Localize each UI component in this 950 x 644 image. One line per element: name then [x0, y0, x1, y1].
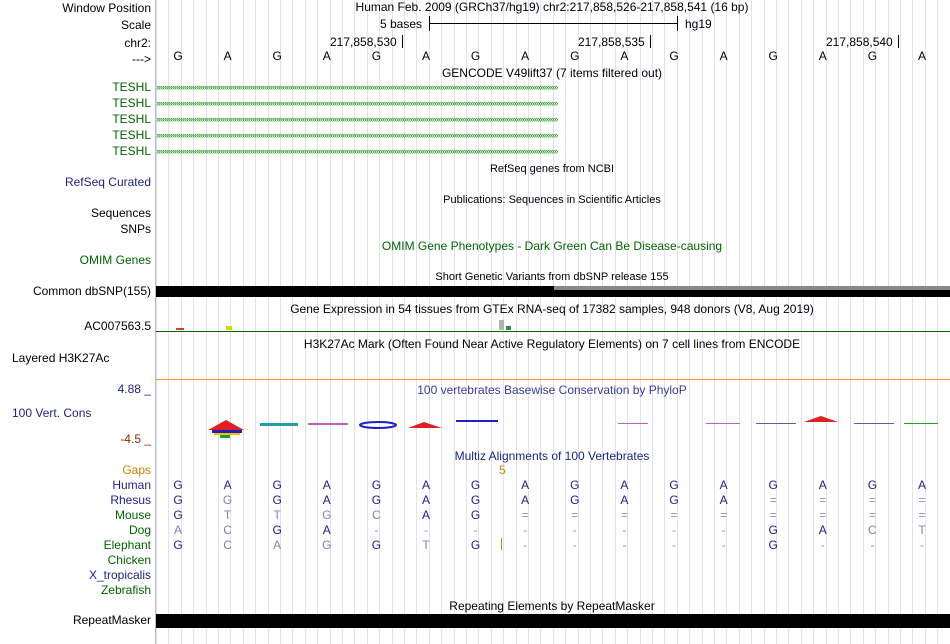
- gap-marker: [501, 538, 502, 550]
- refseq-track-label[interactable]: RefSeq Curated: [64, 175, 151, 189]
- assembly-position-title: Human Feb. 2009 (GRCh37/hg19) chr2:217,858,526-217,858,541 (16 bp): [355, 0, 749, 14]
- phylop-track-title: 100 vertebrates Basewise Conservation by PhyloP: [417, 383, 687, 397]
- phylop-logo-bar: [854, 423, 894, 424]
- alignment-base: A: [719, 493, 728, 507]
- omim-track-title: OMIM Gene Phenotypes - Dark Green Can Be Disease-causing: [381, 239, 723, 253]
- repeatmasker-track-label[interactable]: RepeatMasker: [72, 613, 151, 627]
- alignment-base: -: [473, 523, 478, 537]
- h3k27ac-track-label[interactable]: Layered H3K27Ac: [12, 351, 110, 365]
- sequence-base: G: [272, 49, 282, 63]
- dbsnp-track-label[interactable]: Common dbSNP(155): [32, 284, 151, 298]
- alignment-base: A: [620, 478, 629, 492]
- alignment-base: G: [222, 493, 233, 507]
- h3k27ac-track-title: H3K27Ac Mark (Often Found Near Active Regulatory Elements) on 7 cell lines from ENCODE: [303, 337, 801, 351]
- alignment-base: =: [769, 493, 777, 507]
- species-label-x-tropicalis[interactable]: X_tropicalis: [88, 568, 151, 582]
- window-position-label: Window Position: [62, 1, 151, 15]
- alignment-base: G: [669, 493, 679, 507]
- sequence-base: G: [669, 49, 679, 63]
- alignment-base: G: [272, 478, 282, 492]
- omim-track-label[interactable]: OMIM Genes: [79, 253, 151, 267]
- alignment-base: =: [918, 493, 926, 507]
- alignment-base: =: [521, 508, 529, 522]
- alignment-base: G: [173, 538, 183, 552]
- gtex-track-title: Gene Expression in 54 tissues from GTEx RNA-seq of 17382 samples, 948 donors (V8, Aug 2019): [290, 302, 814, 316]
- alignment-base: -: [870, 538, 875, 552]
- browser-image[interactable]: [156, 0, 950, 644]
- alignment-base: =: [571, 508, 579, 522]
- sequence-base: A: [719, 49, 728, 63]
- phylop-track-label[interactable]: 100 Vert. Cons: [12, 406, 92, 420]
- gencode-track-title: GENCODE V49lift37 (7 items filtered out): [441, 66, 663, 80]
- alignment-base: G: [371, 493, 382, 507]
- alignment-base: =: [918, 508, 926, 522]
- alignment-base: C: [223, 523, 232, 537]
- gencode-transcript[interactable]: ›››››››››››››››››››››››››››››››››››››››››››››››››››››››››››››››››››››››››››››››››››››››››››››››››››››››››››››››››››››››››››››››››››››››››››››››››››››››››››››››››››››››››››››››››››››››››››››››››››››››››: [156, 130, 558, 140]
- multiz-track-title: Multiz Alignments of 100 Vertebrates: [454, 449, 650, 463]
- species-label-dog[interactable]: Dog: [128, 523, 151, 537]
- alignment-base: A: [322, 478, 331, 492]
- alignment-base: G: [768, 538, 778, 552]
- sequence-base: G: [173, 49, 183, 63]
- coord-label: 217,858,535: [578, 35, 645, 49]
- alignment-base: A: [173, 523, 182, 537]
- phylop-logo-bar: [706, 423, 740, 424]
- repeatmasker-bar[interactable]: [156, 614, 950, 628]
- alignment-base: G: [867, 478, 878, 492]
- sequence-base: G: [768, 49, 778, 63]
- alignment-base: G: [173, 508, 183, 522]
- scale-label: Scale: [120, 18, 151, 32]
- alignment-base: =: [868, 508, 876, 522]
- alignment-base: G: [470, 508, 481, 522]
- alignment-base: G: [570, 478, 580, 492]
- alignment-base: G: [470, 493, 481, 507]
- scale-text: 5 bases: [380, 17, 423, 31]
- alignment-base: G: [322, 508, 332, 522]
- alignment-base: A: [421, 478, 430, 492]
- species-label-human[interactable]: Human: [112, 478, 151, 492]
- strand-label: --->: [132, 52, 151, 66]
- track-labels-column: [0, 0, 154, 644]
- alignment-base: A: [273, 538, 282, 552]
- alignment-base: -: [721, 538, 726, 552]
- alignment-base: =: [819, 493, 827, 507]
- alignment-base: G: [371, 538, 382, 552]
- phylop-logo-bar: [308, 423, 348, 425]
- alignment-base: G: [173, 493, 183, 507]
- gencode-item-label[interactable]: TESHL: [112, 80, 151, 94]
- sequence-base: A: [818, 49, 827, 63]
- alignment-base: A: [322, 523, 331, 537]
- sequence-base: G: [570, 49, 580, 63]
- phylop-logo-G: [360, 422, 396, 428]
- alignment-base: A: [521, 493, 530, 507]
- alignment-base: A: [421, 508, 430, 522]
- phylop-logo-bar: [618, 423, 648, 424]
- alignment-base: A: [620, 493, 629, 507]
- coord-label: 217,858,530: [330, 35, 397, 49]
- gtex-track-label[interactable]: AC007563.5: [84, 319, 151, 333]
- gencode-item-label[interactable]: TESHL: [112, 144, 151, 158]
- alignment-base: G: [470, 478, 481, 492]
- sequence-base: A: [917, 49, 926, 63]
- alignment-base: G: [322, 538, 332, 552]
- repeatmasker-track-title: Repeating Elements by RepeatMasker: [449, 599, 655, 613]
- alignment-base: T: [918, 523, 926, 537]
- alignment-base: -: [523, 538, 528, 552]
- phylop-logo-bar: [456, 420, 498, 422]
- sequence-base: A: [421, 49, 430, 63]
- alignment-base: G: [669, 478, 679, 492]
- phylop-logo-bar: [260, 423, 298, 426]
- sequence-base: A: [322, 49, 331, 63]
- alignment-base: T: [223, 508, 232, 522]
- alignment-base: G: [570, 493, 580, 507]
- alignment-base: T: [422, 538, 430, 552]
- chrom-label: chr2:: [124, 36, 151, 50]
- phylop-logo-A: [408, 422, 442, 428]
- alignment-base: G: [768, 523, 778, 537]
- scale-db: hg19: [685, 17, 712, 31]
- phylop-max-label: 4.88 _: [117, 382, 151, 396]
- alignment-base: -: [374, 523, 379, 537]
- phylop-logo-bar: [904, 423, 938, 424]
- sequence-base: G: [371, 49, 382, 63]
- alignment-base: G: [272, 493, 282, 507]
- alignment-base: A: [917, 478, 926, 492]
- species-label-zebrafish[interactable]: Zebrafish: [100, 583, 151, 597]
- species-label-rhesus[interactable]: Rhesus: [110, 493, 151, 507]
- alignment-base: G: [470, 538, 481, 552]
- sequence-base: G: [867, 49, 878, 63]
- species-label-mouse[interactable]: Mouse: [114, 508, 151, 522]
- sequence-base: G: [470, 49, 481, 63]
- publications-track-title: Publications: Sequences in Scientific Articles: [443, 194, 661, 206]
- alignment-base: C: [372, 508, 381, 522]
- alignment-base: G: [768, 478, 778, 492]
- alignment-base: A: [719, 478, 728, 492]
- alignment-base: -: [622, 523, 627, 537]
- gencode-transcript[interactable]: ›››››››››››››››››››››››››››››››››››››››››››››››››››››››››››››››››››››››››››››››››››››››››››››››››››››››››››››››››››››››››››››››››››››››››››››››››››››››››››››››››››››››››››››››››››››››››››››››››››››››››: [156, 114, 558, 124]
- alignment-base: -: [424, 523, 428, 537]
- alignment-base: =: [670, 508, 678, 522]
- gencode-transcript[interactable]: ›››››››››››››››››››››››››››››››››››››››››››››››››››››››››››››››››››››››››››››››››››››››››››››››››››››››››››››››››››››››››››››››››››››››››››››››››››››››››››››››››››››››››››››››››››››››››››››››››››››››››: [156, 82, 558, 92]
- dbsnp-track-title: Short Genetic Variants from dbSNP release 155: [435, 271, 669, 283]
- phylop-logo-bar: [756, 423, 796, 424]
- alignment-base: =: [769, 508, 777, 522]
- species-label-elephant[interactable]: Elephant: [103, 538, 151, 552]
- alignment-base: -: [572, 523, 577, 537]
- alignment-base: A: [421, 493, 430, 507]
- gap-count: 5: [499, 463, 506, 477]
- alignment-base: A: [223, 478, 232, 492]
- alignment-base: -: [622, 538, 627, 552]
- gencode-item-label[interactable]: TESHL: [112, 128, 151, 142]
- alignment-base: -: [672, 538, 676, 552]
- publications-sequences-label[interactable]: Sequences: [90, 206, 151, 220]
- gencode-transcript[interactable]: ›››››››››››››››››››››››››››››››››››››››››››››››››››››››››››››››››››››››››››››››››››››››››››››››››››››››››››››››››››››››››››››››››››››››››››››››››››››››››››››››››››››››››››››››››››››››››››››››››››››››››: [156, 98, 558, 108]
- alignment-base: G: [173, 478, 183, 492]
- alignment-base: A: [322, 493, 331, 507]
- alignment-base: -: [820, 538, 825, 552]
- alignment-base: =: [868, 493, 876, 507]
- sequence-base: A: [521, 49, 530, 63]
- alignment-base: T: [273, 508, 281, 522]
- alignment-base: -: [721, 523, 726, 537]
- sequence-base: A: [223, 49, 232, 63]
- alignment-base: G: [272, 523, 282, 537]
- gaps-label: Gaps: [122, 463, 151, 477]
- publications-snps-label[interactable]: SNPs: [120, 222, 151, 236]
- alignment-base: =: [620, 508, 628, 522]
- alignment-base: A: [818, 478, 827, 492]
- alignment-base: C: [223, 538, 232, 552]
- alignment-base: -: [920, 538, 924, 552]
- coord-label: 217,858,540: [826, 35, 893, 49]
- alignment-base: C: [868, 523, 877, 537]
- alignment-base: -: [672, 523, 676, 537]
- alignment-base: =: [720, 508, 728, 522]
- alignment-base: -: [523, 523, 528, 537]
- gencode-transcript[interactable]: ›››››››››››››››››››››››››››››››››››››››››››››››››››››››››››››››››››››››››››››››››››››››››››››››››››››››››››››››››››››››››››››››››››››››››››››››››››››››››››››››››››››››››››››››››››››››››››››››››››››››››: [156, 146, 558, 156]
- gencode-item-label[interactable]: TESHL: [112, 112, 151, 126]
- sequence-base: A: [620, 49, 629, 63]
- gencode-item-label[interactable]: TESHL: [112, 96, 151, 110]
- alignment-base: =: [819, 508, 827, 522]
- phylop-logo-A: [804, 416, 838, 422]
- species-label-chicken[interactable]: Chicken: [107, 553, 151, 567]
- alignment-base: -: [572, 538, 577, 552]
- alignment-base: A: [521, 478, 530, 492]
- phylop-min-label: -4.5 _: [120, 432, 151, 446]
- phylop-logo-A: [208, 420, 244, 438]
- alignment-base: G: [371, 478, 382, 492]
- alignment-base: A: [818, 523, 827, 537]
- refseq-track-title: RefSeq genes from NCBI: [489, 163, 615, 175]
